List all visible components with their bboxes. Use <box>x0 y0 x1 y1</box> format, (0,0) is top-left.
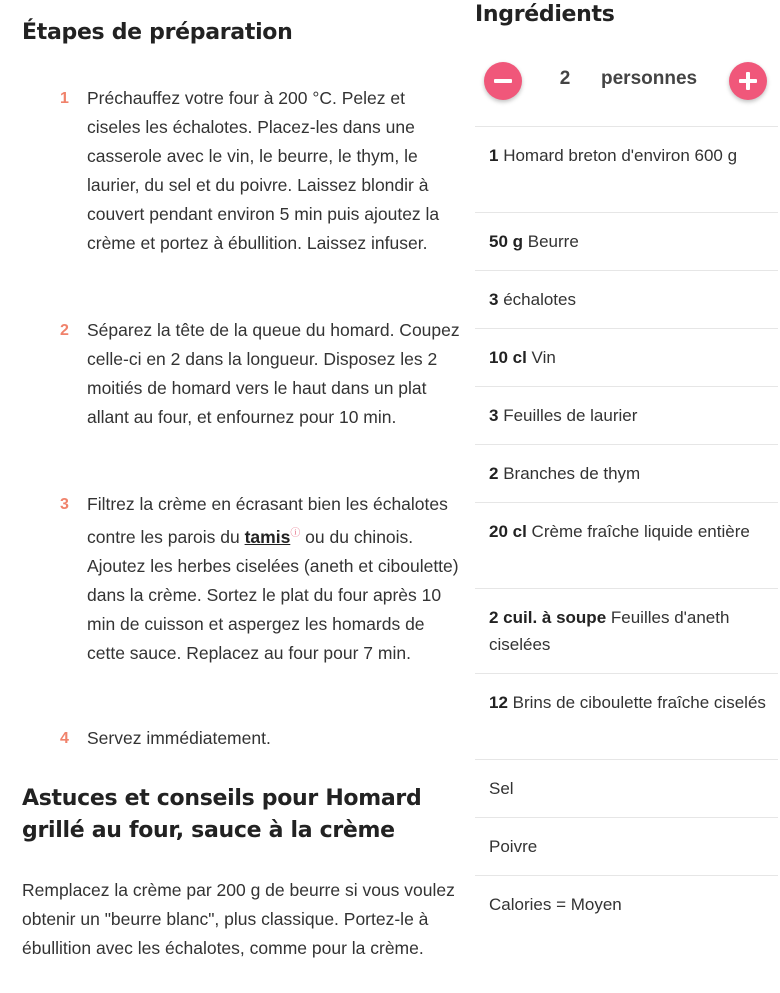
increase-servings-button[interactable] <box>729 62 767 100</box>
ingredient-qty: 3 <box>489 290 499 309</box>
ingredients-list <box>475 126 778 933</box>
step-text <box>87 490 462 668</box>
ingredient-name: Vin <box>531 348 556 367</box>
ingredient-item <box>475 444 778 502</box>
tamis-link[interactable]: tamis <box>244 526 291 547</box>
ingredient-item <box>475 875 778 933</box>
step-text-after: ou du chinois. Ajoutez les herbes ciselées (aneth et ciboulette) dans la crème. Sortez le plat du four après 10 min de cuisson et aspergez les homards de cette sauce. Replacez au four pour 7 min. <box>87 526 459 663</box>
servings-control <box>475 60 778 104</box>
step-number: 1 <box>60 90 69 107</box>
ingredient-name: Calories = Moyen <box>489 895 622 914</box>
tips-title: Astuces et conseils pour Homard grillé au four, sauce à la crème <box>22 786 422 843</box>
ingredient-name: Branches de thym <box>503 464 641 483</box>
ingredient-item <box>475 759 778 817</box>
ingredient-name: Poivre <box>489 837 538 856</box>
step-number: 3 <box>60 496 69 513</box>
tips-text: Remplacez la crème par 200 g de beurre si vous voulez obtenir un "beurre blanc", plus classique. Portez-le à ébullition avec les échalotes, comme pour la crème. <box>22 880 455 958</box>
ingredient-item <box>475 673 778 759</box>
step-2 <box>22 316 462 432</box>
step-text: Préchauffez votre four à 200 °C. Pelez et ciseles les échalotes. Placez-les dans une casserole avec le vin, le beurre, le thym, le laurier, du sel et du poivre. Laissez blondir à couvert pendant environ 5 min puis ajoutez la crème et portez à ébullition. Laissez infuser. <box>87 88 440 253</box>
ingredient-qty: 1 <box>489 146 499 165</box>
ingredients-title: Ingrédients <box>475 2 615 27</box>
ingredient-name: Brins de ciboulette fraîche ciselés <box>512 693 766 712</box>
ingredient-qty: 12 <box>489 693 508 712</box>
ingredient-name: échalotes <box>503 290 576 309</box>
ingredient-name: Homard breton d'environ 600 g <box>503 146 738 165</box>
step-text: Séparez la tête de la queue du homard. Coupez celle-ci en 2 dans la longueur. Disposez les 2 moitiés de homard vers le haut dans un plat allant au four, et enfournez pour 10 min. <box>87 320 460 427</box>
ingredient-name: Beurre <box>527 232 579 251</box>
ingredient-name: Sel <box>489 779 514 798</box>
ingredient-item <box>475 270 778 328</box>
ingredient-item <box>475 386 778 444</box>
ingredient-name: Feuilles d'aneth ciselées <box>489 608 730 654</box>
step-4 <box>22 724 462 753</box>
minus-icon <box>494 79 512 83</box>
plus-icon <box>746 72 750 90</box>
servings-count: 2 <box>559 68 571 89</box>
step-text-before: Filtrez la crème en écrasant bien les échalotes contre les parois du <box>87 494 448 547</box>
ingredient-qty: 2 <box>489 464 499 483</box>
ingredient-qty: 20 cl <box>489 522 527 541</box>
ingredient-item <box>475 126 778 212</box>
ingredient-item <box>475 212 778 270</box>
ingredient-qty: 50 g <box>489 232 524 251</box>
step-number: 2 <box>60 322 69 339</box>
ingredient-item <box>475 502 778 588</box>
servings-unit: personnes <box>601 68 698 89</box>
ingredient-item <box>475 817 778 875</box>
steps-title: Étapes de préparation <box>22 20 293 45</box>
ingredient-qty: 2 cuil. à soupe <box>489 608 607 627</box>
ingredient-qty: 3 <box>489 406 499 425</box>
step-1 <box>22 84 462 258</box>
ingredient-name: Feuilles de laurier <box>503 406 638 425</box>
decrease-servings-button[interactable] <box>484 62 522 100</box>
ingredient-item <box>475 328 778 386</box>
step-number: 4 <box>60 730 69 747</box>
info-circle-icon[interactable]: ⓘ <box>290 528 301 539</box>
ingredient-name: Crème fraîche liquide entière <box>531 522 750 541</box>
step-text: Servez immédiatement. <box>87 728 271 748</box>
ingredient-qty: 10 cl <box>489 348 527 367</box>
step-3 <box>22 490 462 668</box>
ingredient-item <box>475 588 778 673</box>
